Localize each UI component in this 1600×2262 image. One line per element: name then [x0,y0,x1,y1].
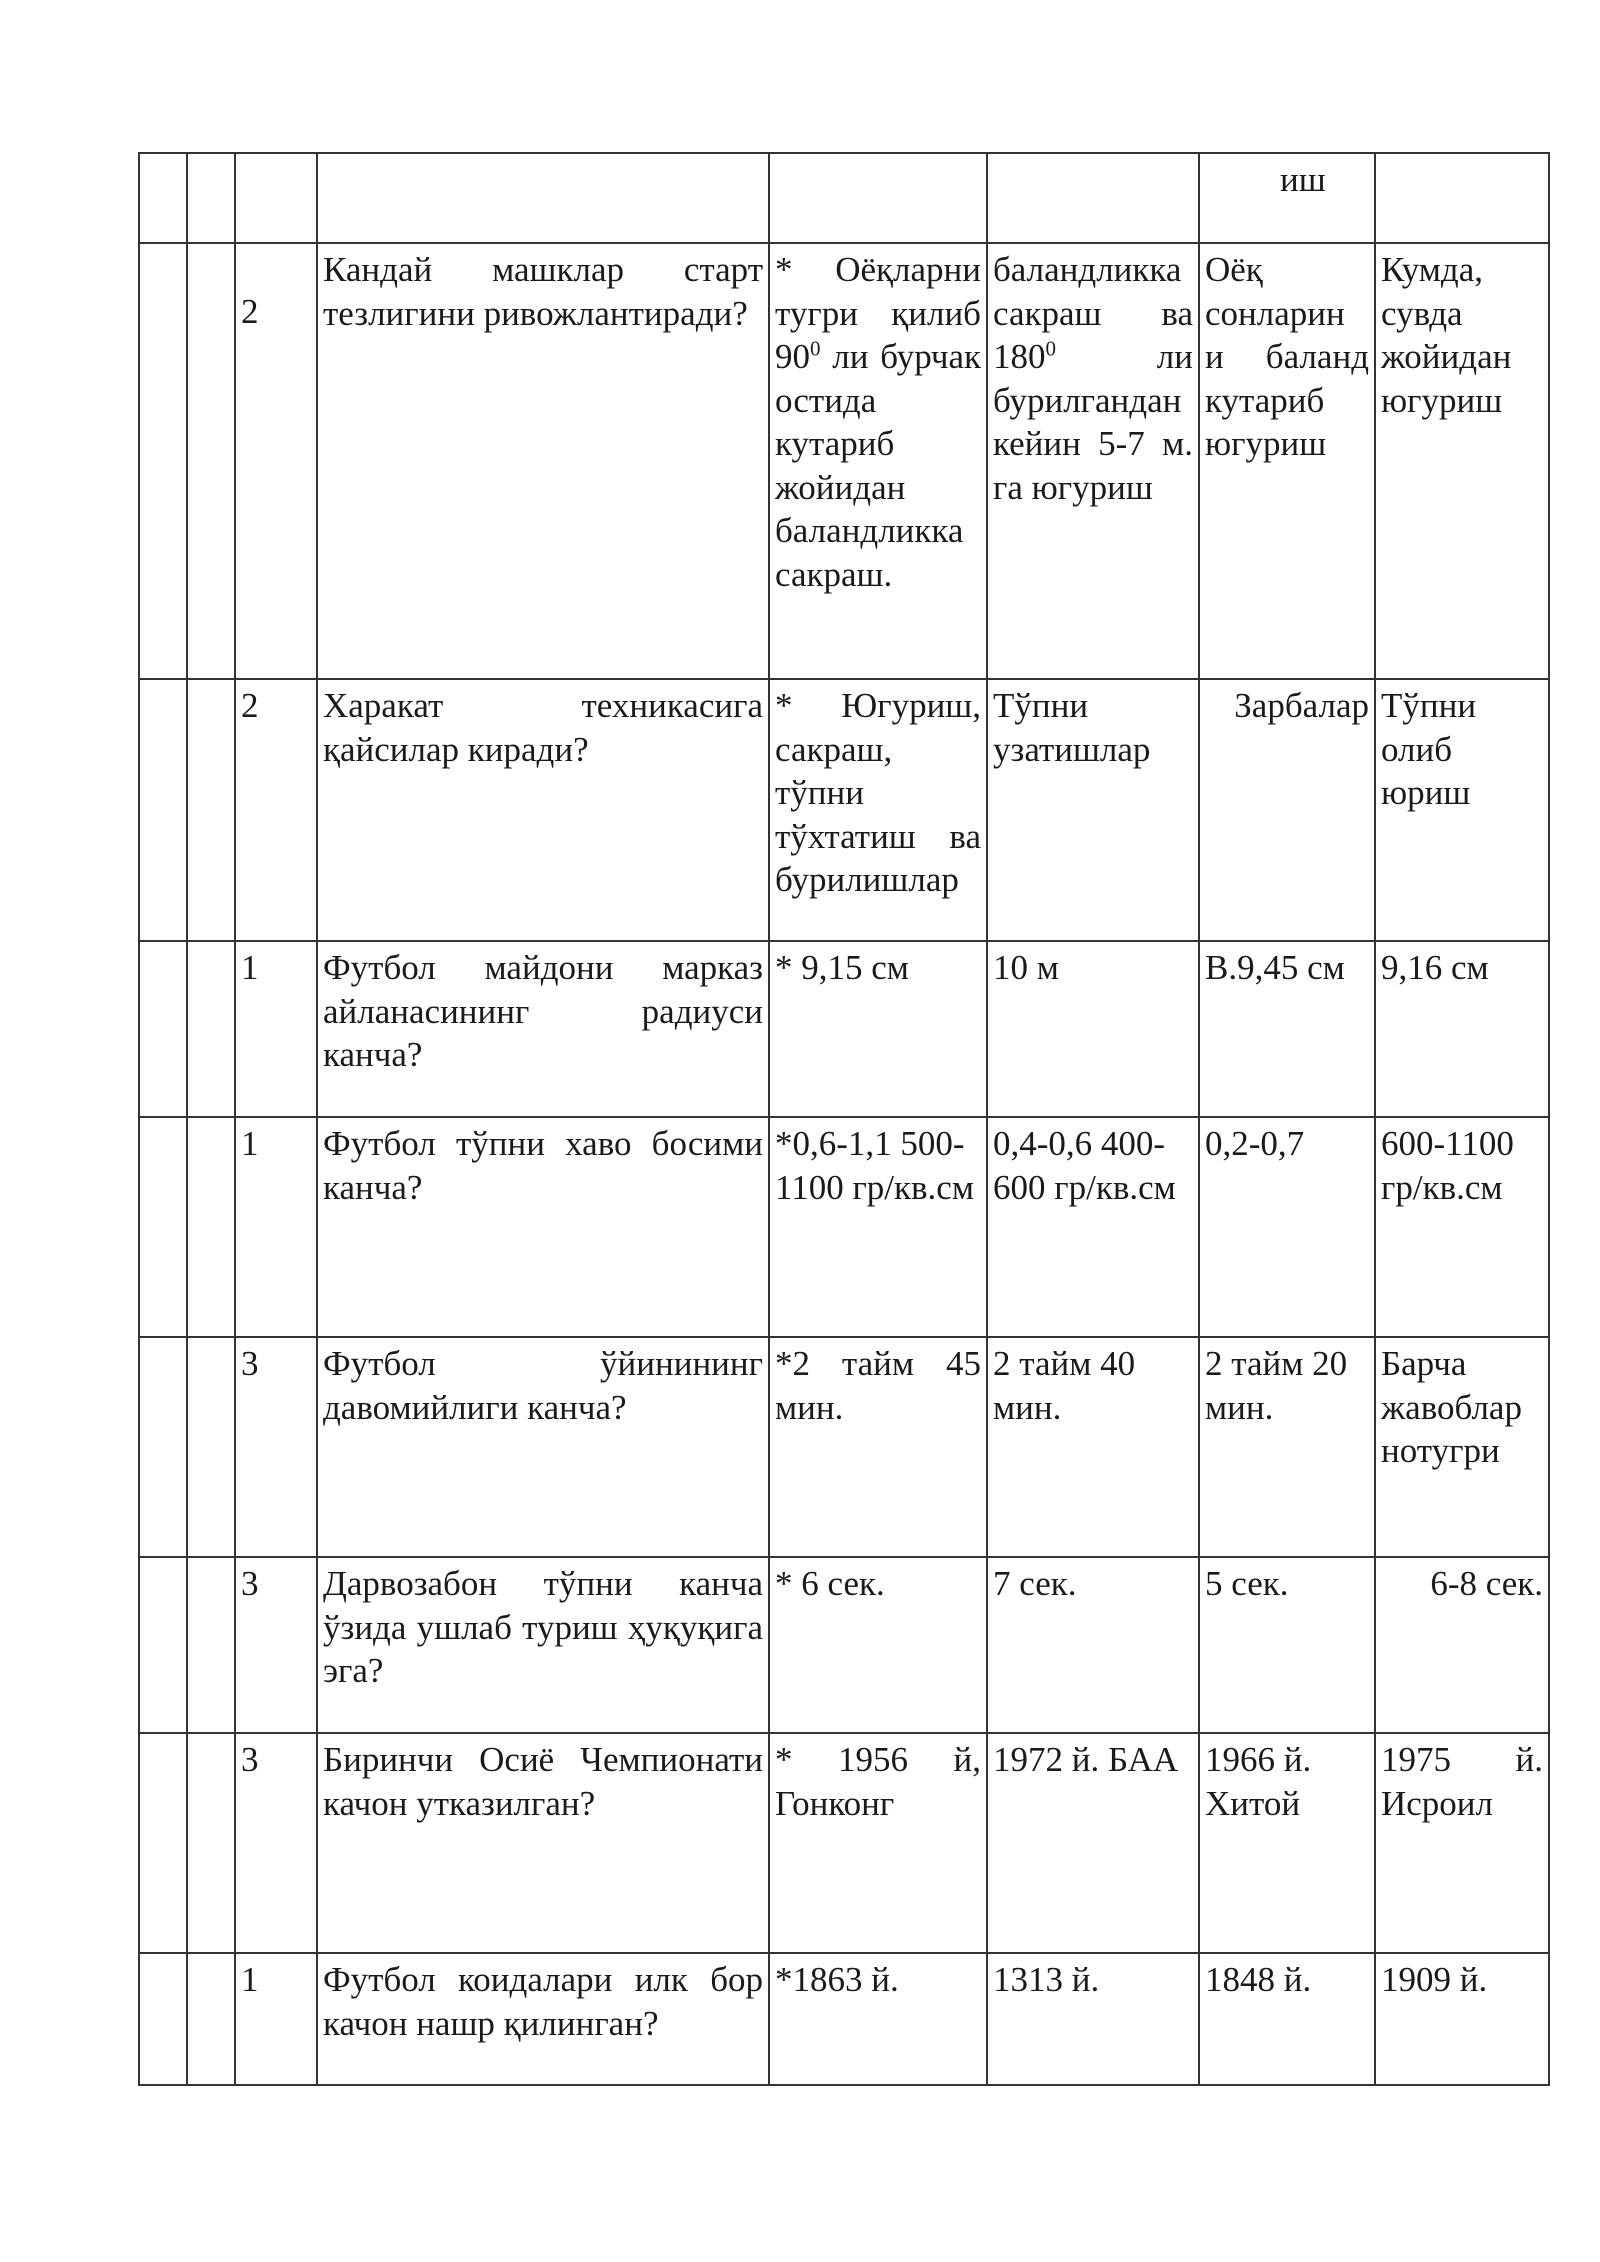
blank-cell [187,1117,235,1337]
blank-cell [987,153,1199,243]
blank-cell [139,679,187,941]
degree-superscript: 0 [1045,336,1056,361]
answer-d-cell: Тўпни олиб юриш [1375,679,1549,941]
blank-cell [139,1953,187,2085]
answer-b-post: ли бурилгандан кейин 5-7 м. га югуриш [993,337,1193,507]
answer-c-cell: 1966 й. Хитой [1199,1733,1375,1953]
answer-d-cell: 1909 й. [1375,1953,1549,2085]
question-text: Футбол коидалари илк бор качон нашр қилинган? [317,1953,769,2085]
question-number: 3 [235,1733,317,1953]
question-number: 1 [235,941,317,1117]
answer-d-cell: 9,16 см [1375,941,1549,1117]
question-number: 3 [235,1337,317,1557]
answer-b-cell: 0,4-0,6 400-600 гр/кв.см [987,1117,1199,1337]
answer-c-cell: 5 сек. [1199,1557,1375,1733]
blank-cell [139,1117,187,1337]
answer-a-pre: * Оёқларни тугри қилиб 90 [775,250,981,376]
table-row [139,1733,1549,1953]
blank-cell [235,153,317,243]
table-row [139,941,1549,1117]
blank-cell [187,1337,235,1557]
answer-c-cell: 0,2-0,7 [1199,1117,1375,1337]
blank-cell [187,153,235,243]
answer-c-cell: 2 тайм 20 мин. [1199,1337,1375,1557]
answer-c-cell: 1848 й. [1199,1953,1375,2085]
question-text: Кандай машклар старт тезлигини ривожлантиради? [317,243,769,679]
answer-a-cell [769,243,987,679]
answer-c-cell: Оёқ сонларин и баланд кутариб югуриш [1199,243,1375,679]
blank-cell [139,1557,187,1733]
table-row [139,1953,1549,2085]
answer-d-cell: 600-1100 гр/кв.см [1375,1117,1549,1337]
answer-c-cell: Зарбалар [1199,679,1375,941]
blank-cell [769,153,987,243]
question-table [138,152,1550,2086]
answer-d-cell: Кумда, сувда жойидан югуриш [1375,243,1549,679]
answer-c-cell: иш [1199,153,1375,243]
blank-cell [187,679,235,941]
answer-d-cell: Барча жавоблар нотугри [1375,1337,1549,1557]
answer-b-cell: 1313 й. [987,1953,1199,2085]
answer-d-cell: 6-8 сек. [1375,1557,1549,1733]
blank-cell [317,153,769,243]
answer-a-cell: * 6 сек. [769,1557,987,1733]
answer-b-pre: баландликка сакраш ва 180 [993,250,1193,376]
question-number: 1 [235,1953,317,2085]
answer-a-cell: *2 тайм 45 мин. [769,1337,987,1557]
question-text: Харакат техникасига қайсилар киради? [317,679,769,941]
table-row [139,1117,1549,1337]
blank-cell [187,1557,235,1733]
answer-a-cell: * Югуриш, сакраш, тўпни тўхтатиш ва бурилишлар [769,679,987,941]
table-row [139,243,1549,679]
answer-b-cell [987,243,1199,679]
answer-b-cell: 1972 й. БАА [987,1733,1199,1953]
answer-b-cell: Тўпни узатишлар [987,679,1199,941]
blank-cell [139,941,187,1117]
blank-cell [139,1337,187,1557]
question-text: Футбол майдони марказ айланасининг радиуси канча? [317,941,769,1117]
answer-a-cell: *0,6-1,1 500-1100 гр/кв.см [769,1117,987,1337]
degree-superscript: 0 [810,336,821,361]
question-number: 3 [235,1557,317,1733]
answer-a-cell: * 9,15 см [769,941,987,1117]
table-row [139,1557,1549,1733]
answer-b-cell: 7 сек. [987,1557,1199,1733]
blank-cell [1375,153,1549,243]
blank-cell [187,1953,235,2085]
question-text: Биринчи Осиё Чемпионати качон утказилган? [317,1733,769,1953]
answer-a-cell: *1863 й. [769,1953,987,2085]
question-text: Футбол ўйинининг давомийлиги канча? [317,1337,769,1557]
answer-a-cell: * 1956 й, Гонконг [769,1733,987,1953]
table-row [139,679,1549,941]
blank-cell [187,941,235,1117]
answer-a-post: ли бурчак остида кутариб жойидан баландликка сакраш. [775,337,981,594]
blank-cell [139,153,187,243]
question-number: 2 [235,679,317,941]
answer-c-cell: B.9,45 см [1199,941,1375,1117]
question-text: Футбол тўпни хаво босими канча? [317,1117,769,1337]
blank-cell [139,1733,187,1953]
question-number: 2 [235,243,317,679]
question-text: Дарвозабон тўпни канча ўзида ушлаб туриш ҳуқуқига эга? [317,1557,769,1733]
blank-cell [187,243,235,679]
answer-b-cell: 10 м [987,941,1199,1117]
answer-d-cell: 1975 й. Исроил [1375,1733,1549,1953]
answer-b-cell: 2 тайм 40 мин. [987,1337,1199,1557]
blank-cell [187,1733,235,1953]
question-number: 1 [235,1117,317,1337]
table-row [139,153,1549,243]
blank-cell [139,243,187,679]
table-row [139,1337,1549,1557]
